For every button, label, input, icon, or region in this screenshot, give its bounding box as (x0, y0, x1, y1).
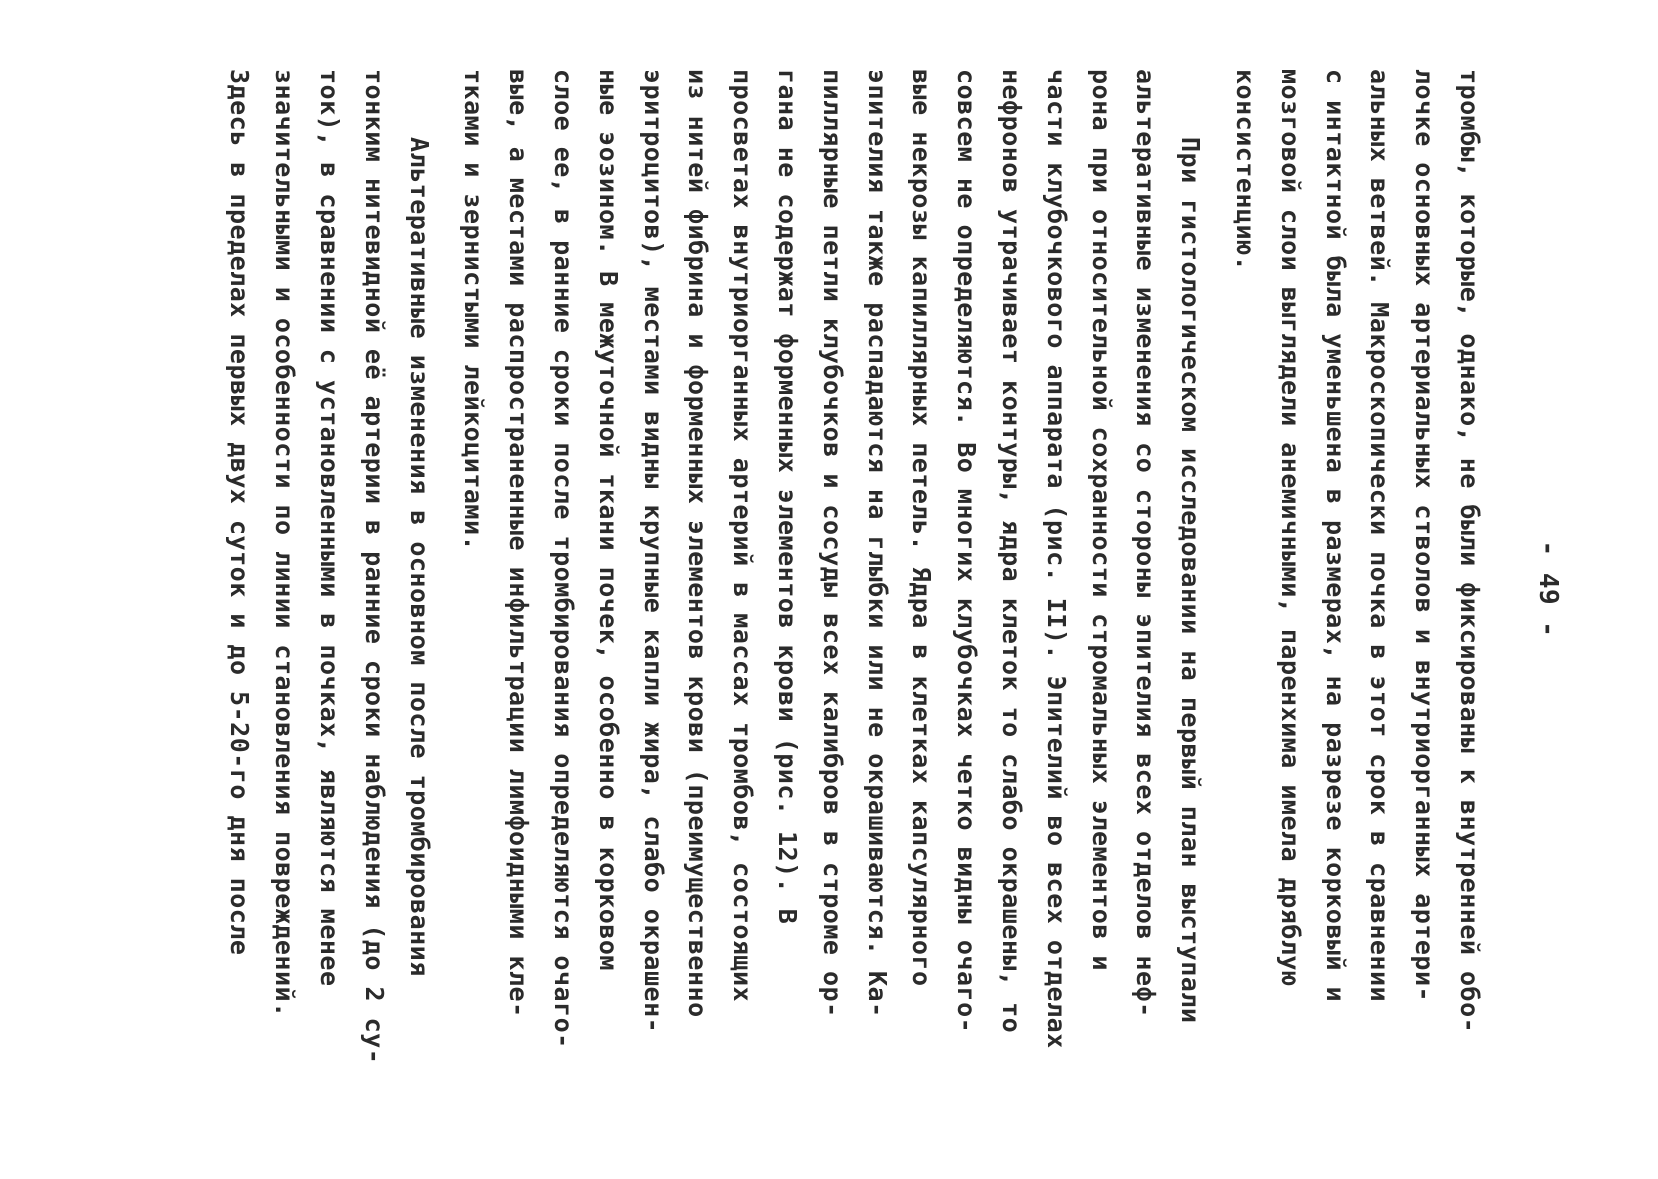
text-line: вые некрозы капиллярных петель. Ядра в клетках капсулярного (907, 69, 937, 987)
text-line: мозговой слои выглядели анемичными, паренхима имела дряблую (1275, 69, 1305, 987)
text-line: эритроцитов), местами видны крупные капли жира, слабо окрашен- (638, 69, 668, 1034)
text-line: гана не содержат форменных элементов крови (рис. 12). В (773, 69, 803, 925)
document-body (217, 69, 1491, 1109)
text-line: просветах внутриорганных артерий в массах тромбов, состоящих (728, 69, 758, 1003)
paragraph-first-line: Альтеративные изменения в основном после тромбирования (404, 137, 434, 977)
text-line: с интактной была уменьшена в размерах, на разрезе корковый и (1320, 69, 1350, 1003)
text-line: Здесь в пределах первых двух суток и до 5-20-го дня после (225, 69, 255, 956)
text-line: альтеративные изменения со стороны эпителия всех отделов неф- (1131, 69, 1161, 1018)
text-line: ток), в сравнении с установленными в почках, являются менее (315, 69, 345, 987)
text-line: из нитей фибрина и форменных элементов крови (преимущественно (683, 69, 713, 1018)
text-line: эпителия также распадаются на глыбки или не окрашиваются. Ка- (862, 69, 892, 1018)
text-line: лочке основных артериальных стволов и внутриорганных артери- (1410, 69, 1440, 1003)
text-line: тками и зернистыми лейкоцитами. (459, 69, 489, 552)
text-line: тромбы, которые, однако, не были фиксированы к внутренней обо- (1455, 69, 1484, 1034)
text-line: альных ветвей. Макроскопически почка в этот срок в сравнении (1365, 69, 1395, 1003)
text-line: рона при относительной сохранности стромальных элементов и (1086, 69, 1116, 971)
document-page (89, 39, 1569, 1139)
text-line: совсем не определяются. Во многих клубочках четко видны очаго- (952, 69, 982, 1034)
text-line: тонким нитевидной её артерии в ранние сроки наблюдения (до 2 су- (359, 69, 389, 1065)
text-line: значительными и особенности по линии становления повреждений. (270, 69, 300, 1018)
text-line: нефронов утрачивает контуры, ядра клеток то слабо окрашены, то (997, 69, 1027, 1034)
text-line: части клубочкового аппарата (рис. II). Эпителий во всех отделах (1041, 69, 1071, 1049)
text-line: ные эозином. В межуточной ткани почек, особенно в корковом (593, 69, 623, 971)
paragraph-first-line: При гистологическом исследовании на первый план выступали (1176, 137, 1206, 1024)
text-line: пиллярные петли клубочков и сосуды всех калибров в строме ор- (817, 69, 847, 1018)
text-line: слое ее, в ранние сроки после тромбирования определяются очаго- (549, 69, 579, 1049)
text-line: консистенцию. (1231, 69, 1261, 272)
text-line: вые, а местами распространенные инфильтрации лимфоидными кле- (504, 69, 534, 1018)
page-number: - 49 - (1533, 540, 1563, 638)
